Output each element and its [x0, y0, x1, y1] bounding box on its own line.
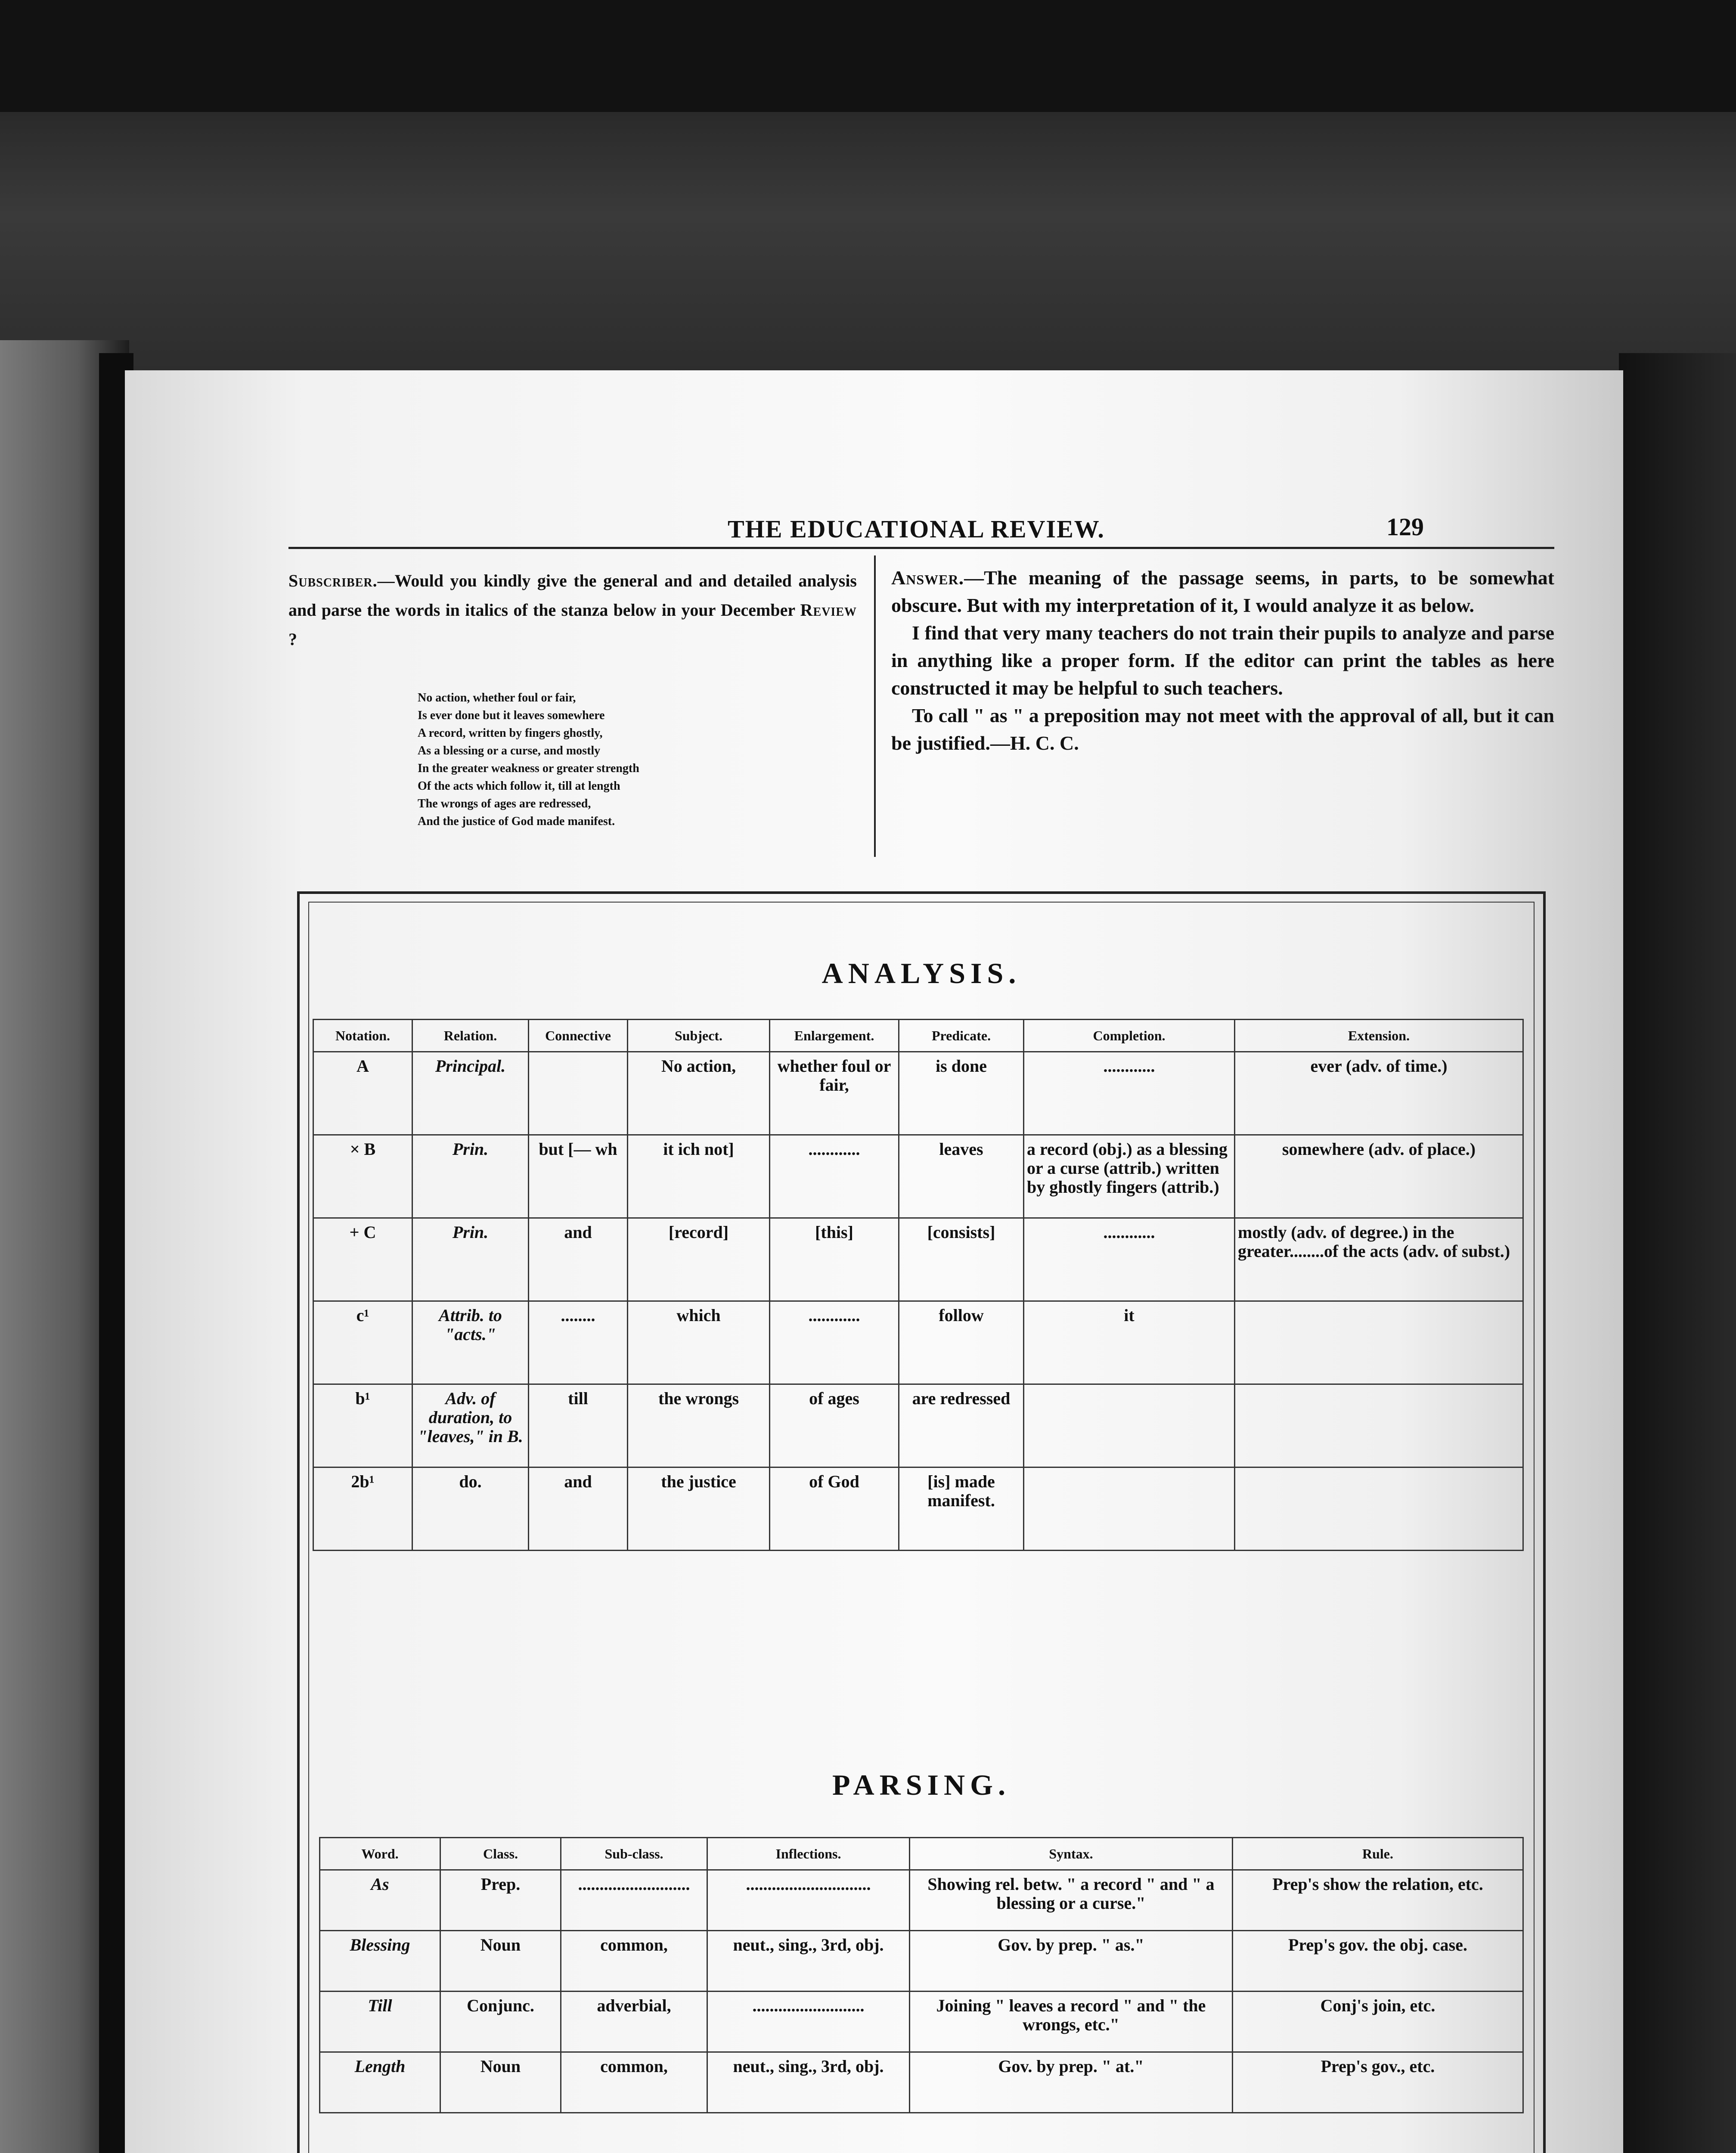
table-cell: mostly (adv. of degree.) in the greater........of the acts (adv. of subst.) [1235, 1218, 1523, 1301]
answer-label: Answer. [891, 567, 964, 589]
table-cell: ............ [770, 1301, 899, 1384]
table-row [313, 1218, 1523, 1301]
analysis-parsing-frame [297, 891, 1546, 2153]
stanza-line: As a blessing or a curse, and mostly [418, 744, 601, 757]
column-header: Completion. [1024, 1020, 1235, 1052]
table-cell: neut., sing., 3rd, obj. [707, 1931, 910, 1992]
table-cell: Prep's show the relation, etc. [1233, 1870, 1523, 1931]
table-cell: Prep's gov. the obj. case. [1233, 1931, 1523, 1992]
film-border-right [1619, 353, 1736, 2153]
column-header: Enlargement. [770, 1020, 899, 1052]
table-cell: of ages [770, 1384, 899, 1467]
table-cell: 2b¹ [313, 1467, 412, 1551]
table-cell: of God [770, 1467, 899, 1551]
table-cell: [consists] [899, 1218, 1024, 1301]
table-cell: a record (obj.) as a blessing or a curse (attrib.) written by ghostly fingers (attrib.) [1024, 1135, 1235, 1218]
table-cell: common, [561, 2052, 707, 2113]
table-cell: the justice [628, 1467, 770, 1551]
table-cell: it ich not] [628, 1135, 770, 1218]
table-cell: Noun [440, 1931, 561, 1992]
table-row [320, 1992, 1523, 2052]
column-header: Word. [320, 1838, 440, 1870]
film-border-top [0, 0, 1736, 112]
table-cell: Length [320, 2052, 440, 2113]
table-cell: follow [899, 1301, 1024, 1384]
table-cell: Prep. [440, 1870, 561, 1931]
table-cell: ............ [1024, 1052, 1235, 1135]
table-cell: till [529, 1384, 628, 1467]
table-cell: Joining " leaves a record " and " the wrongs, etc." [910, 1992, 1233, 2052]
table-cell: it [1024, 1301, 1235, 1384]
table-cell: and [529, 1218, 628, 1301]
answer-paragraph: To call " as " a preposition may not meet with the approval of all, but it can be justified.—H. C. C. [891, 704, 1554, 754]
table-cell: Attrib. to "acts." [412, 1301, 529, 1384]
table-cell: ............ [1024, 1218, 1235, 1301]
table-cell: ever (adv. of time.) [1235, 1052, 1523, 1135]
table-cell: Noun [440, 2052, 561, 2113]
column-header: Inflections. [707, 1838, 910, 1870]
table-cell: [record] [628, 1218, 770, 1301]
table-row [313, 1301, 1523, 1384]
parsing-title: PARSING. [832, 1768, 1011, 1801]
table-cell: [is] made manifest. [899, 1467, 1024, 1551]
table-cell: which [628, 1301, 770, 1384]
answer-paragraph [891, 564, 1554, 619]
table-cell: No action, [628, 1052, 770, 1135]
table-cell [1235, 1467, 1523, 1551]
running-title: THE EDUCATIONAL REVIEW. [728, 515, 1105, 543]
table-row [313, 1467, 1523, 1551]
table-cell: b¹ [313, 1384, 412, 1467]
table-cell: adverbial, [561, 1992, 707, 2052]
table-cell [1024, 1467, 1235, 1551]
stanza-line: Of the acts which follow it, till at length [418, 779, 620, 793]
stanza-line: And the justice of God made manifest. [418, 815, 615, 828]
table-cell: ........ [529, 1301, 628, 1384]
column-header: Relation. [412, 1020, 529, 1052]
table-cell: A [313, 1052, 412, 1135]
column-header: Sub-class. [561, 1838, 707, 1870]
column-header: Syntax. [910, 1838, 1233, 1870]
stanza-line: In the greater weakness or greater strength [418, 762, 639, 775]
table-cell: As [320, 1870, 440, 1931]
table-cell [1024, 1384, 1235, 1467]
table-cell: .......................... [707, 1992, 910, 2052]
subscriber-text: —Would you kindly give the general and and detailed analysis and parse the words in italics of the stanza below in your December [288, 571, 857, 620]
table-cell: c¹ [313, 1301, 412, 1384]
table-row [320, 2052, 1523, 2113]
table-cell: somewhere (adv. of place.) [1235, 1135, 1523, 1218]
table-cell: + C [313, 1218, 412, 1301]
table-cell: [this] [770, 1218, 899, 1301]
table-cell: common, [561, 1931, 707, 1992]
answer-paragraph: I find that very many teachers do not train their pupils to analyze and parse in anything like a proper form. If the editor can print the tables as here constructed it may be helpful to such teachers. [891, 622, 1554, 699]
table-cell: ............ [770, 1135, 899, 1218]
table-row [313, 1135, 1523, 1218]
table-cell: Prep's gov., etc. [1233, 2052, 1523, 2113]
stanza-line: No action, whether foul or fair, [418, 691, 576, 704]
question-mark: ? [288, 630, 297, 649]
table-cell: Blessing [320, 1931, 440, 1992]
parsing-table [319, 1837, 1524, 2113]
table-cell: Conjunc. [440, 1992, 561, 2052]
analysis-header-row [313, 1020, 1523, 1052]
table-cell: .......................... [561, 1870, 707, 1931]
analysis-title: ANALYSIS. [822, 957, 1021, 990]
column-header: Extension. [1235, 1020, 1523, 1052]
table-cell: ............................. [707, 1870, 910, 1931]
table-cell: are redressed [899, 1384, 1024, 1467]
column-divider [874, 555, 876, 857]
table-cell: the wrongs [628, 1384, 770, 1467]
table-row [320, 1931, 1523, 1992]
column-header: Subject. [628, 1020, 770, 1052]
subscriber-question [288, 566, 857, 654]
table-cell: Prin. [412, 1135, 529, 1218]
header-rule [288, 547, 1554, 549]
parsing-header-row [320, 1838, 1523, 1870]
stanza-line: A record, written by fingers ghostly, [418, 726, 603, 740]
table-cell: × B [313, 1135, 412, 1218]
table-cell: leaves [899, 1135, 1024, 1218]
table-row [313, 1052, 1523, 1135]
table-cell: do. [412, 1467, 529, 1551]
review-word: Review [800, 600, 857, 620]
table-cell [1235, 1301, 1523, 1384]
subscriber-label: Subscriber. [288, 571, 378, 590]
table-cell: Prin. [412, 1218, 529, 1301]
page-number: 129 [1386, 513, 1424, 541]
table-row [320, 1870, 1523, 1931]
table-cell: Conj's join, etc. [1233, 1992, 1523, 2052]
analysis-table [313, 1019, 1524, 1551]
table-cell: whether foul or fair, [770, 1052, 899, 1135]
column-header: Connective [529, 1020, 628, 1052]
column-header: Class. [440, 1838, 561, 1870]
table-cell [529, 1052, 628, 1135]
table-cell: Till [320, 1992, 440, 2052]
film-shadow-band [0, 112, 1736, 370]
table-row [313, 1384, 1523, 1467]
table-cell: Adv. of duration, to "leaves," in B. [412, 1384, 529, 1467]
column-header: Notation. [313, 1020, 412, 1052]
table-cell: Principal. [412, 1052, 529, 1135]
answer-body: —The meaning of the passage seems, in parts, to be somewhat obscure. But with my interpretation of it, I would analyze it as below. [891, 567, 1554, 616]
stanza-line: Is ever done but it leaves somewhere [418, 709, 605, 722]
table-cell: is done [899, 1052, 1024, 1135]
table-cell: Gov. by prep. " as." [910, 1931, 1233, 1992]
answer-text [891, 564, 1554, 757]
table-cell: Gov. by prep. " at." [910, 2052, 1233, 2113]
table-cell: neut., sing., 3rd, obj. [707, 2052, 910, 2113]
table-cell: and [529, 1467, 628, 1551]
column-header: Predicate. [899, 1020, 1024, 1052]
poem-stanza [418, 689, 865, 830]
table-cell: but [— wh [529, 1135, 628, 1218]
stanza-line: The wrongs of ages are redressed, [418, 797, 591, 810]
column-header: Rule. [1233, 1838, 1523, 1870]
table-cell: Showing rel. betw. " a record " and " a blessing or a curse." [910, 1870, 1233, 1931]
table-cell [1235, 1384, 1523, 1467]
scanned-page [125, 370, 1623, 2153]
